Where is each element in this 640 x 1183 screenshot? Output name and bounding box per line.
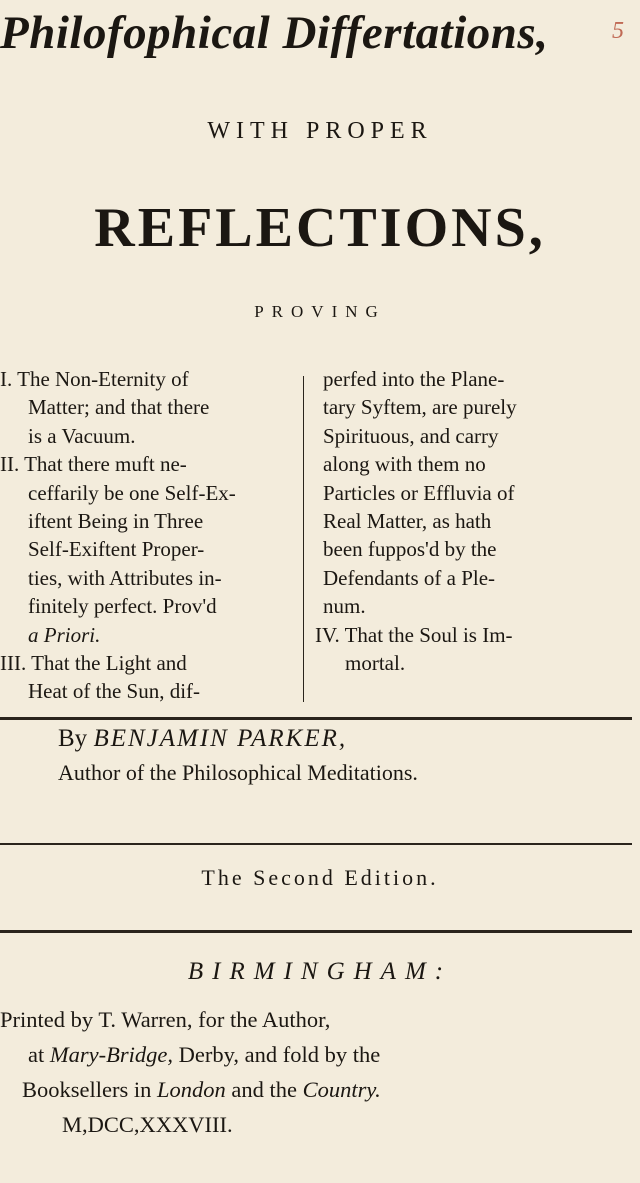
author-credit: Author of the Philosophical Meditations.	[58, 760, 418, 785]
imprint	[0, 1002, 640, 1142]
right-line: perfed into the Plane-	[323, 367, 505, 391]
column-divider	[303, 376, 304, 702]
left-line: is a Vacuum.	[28, 423, 136, 448]
left-line: ceffarily be one Self-Ex-	[28, 480, 236, 505]
author-name: BENJAMIN PARKER,	[93, 725, 348, 752]
subtitle-reflections: REFLECTIONS,	[94, 197, 546, 259]
subtitle-proving: PROVING	[254, 302, 386, 321]
place-of-publication: BIRMINGHAM:	[187, 958, 453, 985]
left-line: Self-Exiftent Proper-	[28, 537, 205, 562]
left-line: a Priori.	[28, 622, 101, 647]
imprint-at: at	[28, 1042, 45, 1067]
imprint-line-2	[0, 1037, 640, 1072]
imprint-derby: Derby, and fold by the	[178, 1042, 381, 1067]
right-line: been fuppos'd by the	[323, 537, 497, 562]
left-line: finitely perfect. Prov'd	[28, 594, 217, 619]
right-line: Defendants of a Ple-	[323, 565, 496, 590]
edition-statement: The Second Edition.	[201, 865, 439, 890]
right-line: Particles or Effluvia of	[323, 480, 515, 505]
right-line: mortal.	[345, 651, 406, 676]
left-line: Matter; and that there	[28, 395, 210, 420]
page-number: 5	[612, 18, 624, 44]
left-line: ties, with Attributes in-	[28, 565, 222, 590]
left-line: II. That there muft ne-	[0, 452, 187, 477]
left-line: III. That the Light and	[0, 651, 187, 676]
imprint-city: London	[157, 1077, 226, 1102]
right-line: along with them no	[323, 452, 486, 477]
imprint-date: M,DCC,XXXVIII.	[62, 1112, 233, 1137]
imprint-booksellers: Booksellers in	[22, 1077, 152, 1102]
imprint-line-3	[0, 1072, 640, 1107]
imprint-line-1: Printed by T. Warren, for the Author,	[0, 1007, 331, 1032]
right-line: IV. That the Soul is Im-	[315, 622, 513, 647]
imprint-country: Country.	[302, 1077, 381, 1102]
divider-rule	[0, 930, 632, 933]
subtitle-with-proper: WITH PROPER	[207, 118, 433, 144]
right-line: num.	[323, 594, 366, 619]
right-line: tary Syftem, are purely	[323, 395, 517, 420]
imprint-and-the: and the	[231, 1077, 297, 1102]
imprint-street: Mary-Bridge,	[49, 1042, 173, 1067]
left-line: iftent Being in Three	[28, 509, 204, 534]
book-title: Philofophical Differtations,	[0, 7, 549, 59]
left-line: I. The Non-Eternity of	[0, 367, 189, 391]
left-line: Heat of the Sun, dif-	[28, 679, 201, 704]
contents-left-column	[0, 365, 295, 706]
by-label: By	[58, 725, 88, 752]
author-line	[58, 725, 347, 753]
right-line: Spirituous, and carry	[323, 423, 499, 448]
divider-rule	[0, 717, 632, 720]
divider-rule	[0, 843, 632, 845]
right-line: Real Matter, as hath	[323, 509, 492, 534]
contents-right-column	[315, 365, 623, 677]
